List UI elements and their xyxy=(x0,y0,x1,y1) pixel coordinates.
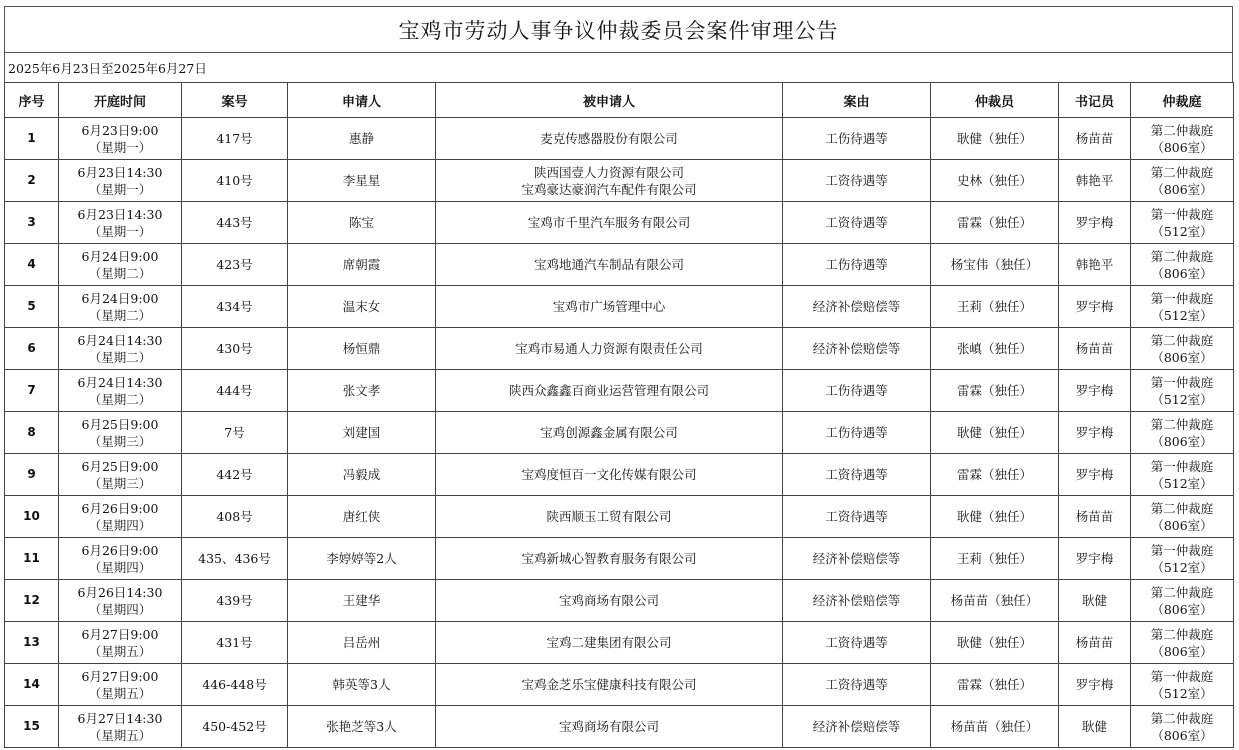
header-tribunal: 仲裁庭 xyxy=(1131,83,1234,118)
respondent-cell xyxy=(436,370,783,412)
hearing-time-cell-line1: 6月26日9:00 xyxy=(81,500,159,516)
case-number-cell: 439号 xyxy=(182,580,288,622)
hearing-time-cell-line2: （星期一） xyxy=(88,181,152,197)
cause-cell: 工伤待遇等 xyxy=(783,370,931,412)
tribunal-cell xyxy=(1131,664,1234,706)
tribunal-cell-line2: （806室） xyxy=(1151,601,1213,617)
table-row xyxy=(5,118,1234,160)
table-row xyxy=(5,244,1234,286)
hearing-time-cell xyxy=(59,202,182,244)
cause-cell: 经济补偿赔偿等 xyxy=(783,580,931,622)
arbitrator-cell: 王莉（独任） xyxy=(931,286,1059,328)
tribunal-cell-line2: （512室） xyxy=(1151,223,1213,239)
date-range: 2025年6月23日至2025年6月27日 xyxy=(8,60,207,76)
table-row xyxy=(5,286,1234,328)
hearing-time-cell-line1: 6月24日9:00 xyxy=(81,290,159,306)
applicant-cell: 温末女 xyxy=(288,286,436,328)
seq-cell: 10 xyxy=(5,496,59,538)
respondent-name: 宝鸡商场有限公司 xyxy=(558,719,659,734)
respondent-name: 宝鸡度恒百一文化传媒有限公司 xyxy=(521,467,697,482)
hearing-time-cell-line2: （星期一） xyxy=(88,139,152,155)
clerk-cell: 韩艳平 xyxy=(1059,160,1131,202)
cause-cell: 工伤待遇等 xyxy=(783,244,931,286)
arbitrator-cell: 杨苗苗（独任） xyxy=(931,580,1059,622)
clerk-cell: 罗宇梅 xyxy=(1059,286,1131,328)
tribunal-cell xyxy=(1131,286,1234,328)
arbitrator-cell: 史林（独任） xyxy=(931,160,1059,202)
tribunal-cell xyxy=(1131,328,1234,370)
clerk-cell: 罗宇梅 xyxy=(1059,538,1131,580)
table-row xyxy=(5,160,1234,202)
respondent-name: 麦克传感器股份有限公司 xyxy=(540,131,678,146)
tribunal-cell xyxy=(1131,580,1234,622)
respondent-cell xyxy=(436,664,783,706)
hearing-time-cell xyxy=(59,244,182,286)
applicant-cell: 张文孝 xyxy=(288,370,436,412)
arbitrator-cell: 雷霖（独任） xyxy=(931,664,1059,706)
tribunal-cell-line1: 第二仲裁庭 xyxy=(1150,332,1214,348)
tribunal-cell-line1: 第二仲裁庭 xyxy=(1150,500,1214,516)
applicant-cell: 张艳芝等3人 xyxy=(288,706,436,748)
applicant-cell: 李星星 xyxy=(288,160,436,202)
hearing-time-cell xyxy=(59,454,182,496)
arbitrator-cell: 王莉（独任） xyxy=(931,538,1059,580)
arbitrator-cell: 雷霖（独任） xyxy=(931,370,1059,412)
applicant-cell: 惠静 xyxy=(288,118,436,160)
cause-cell: 工资待遇等 xyxy=(783,202,931,244)
tribunal-cell xyxy=(1131,622,1234,664)
tribunal-cell xyxy=(1131,160,1234,202)
tribunal-cell-line2: （806室） xyxy=(1151,643,1213,659)
respondent-name: 宝鸡新城心智教育服务有限公司 xyxy=(521,551,697,566)
respondent-cell xyxy=(436,160,783,202)
tribunal-cell-line2: （806室） xyxy=(1151,433,1213,449)
cause-cell: 工资待遇等 xyxy=(783,496,931,538)
case-number-cell: 450-452号 xyxy=(182,706,288,748)
cause-cell: 工资待遇等 xyxy=(783,160,931,202)
hearing-time-cell xyxy=(59,118,182,160)
table-row xyxy=(5,622,1234,664)
tribunal-cell-line2: （806室） xyxy=(1151,349,1213,365)
seq-cell: 1 xyxy=(5,118,59,160)
table-row xyxy=(5,496,1234,538)
hearing-time-cell-line2: （星期三） xyxy=(88,433,152,449)
hearing-time-cell-line2: （星期五） xyxy=(88,643,152,659)
header-seq: 序号 xyxy=(5,83,59,118)
notice-sheet xyxy=(4,6,1233,748)
case-number-cell: 435、436号 xyxy=(182,538,288,580)
cause-cell: 工伤待遇等 xyxy=(783,412,931,454)
clerk-cell: 罗宇梅 xyxy=(1059,370,1131,412)
tribunal-cell-line1: 第一仲裁庭 xyxy=(1150,542,1214,558)
arbitrator-cell: 杨苗苗（独任） xyxy=(931,706,1059,748)
tribunal-cell-line1: 第二仲裁庭 xyxy=(1150,416,1214,432)
applicant-cell: 杨恒鼎 xyxy=(288,328,436,370)
tribunal-cell-line2: （806室） xyxy=(1151,517,1213,533)
hearing-time-cell-line2: （星期二） xyxy=(88,307,152,323)
applicant-cell: 陈宝 xyxy=(288,202,436,244)
hearing-time-cell-line2: （星期三） xyxy=(88,475,152,491)
applicant-cell: 吕岳州 xyxy=(288,622,436,664)
tribunal-cell-line1: 第二仲裁庭 xyxy=(1150,626,1214,642)
header-hearing-time: 开庭时间 xyxy=(59,83,182,118)
tribunal-cell-line2: （806室） xyxy=(1151,181,1213,197)
header-respondent: 被申请人 xyxy=(436,83,783,118)
tribunal-cell-line2: （512室） xyxy=(1151,475,1213,491)
seq-cell: 15 xyxy=(5,706,59,748)
clerk-cell: 罗宇梅 xyxy=(1059,202,1131,244)
arbitrator-cell: 雷霖（独任） xyxy=(931,454,1059,496)
case-number-cell: 446-448号 xyxy=(182,664,288,706)
applicant-cell: 席朝霞 xyxy=(288,244,436,286)
respondent-name: 陕西国壹人力资源有限公司 xyxy=(533,164,684,180)
hearing-time-cell xyxy=(59,370,182,412)
hearing-time-cell-line2: （星期五） xyxy=(88,685,152,701)
header-cause: 案由 xyxy=(783,83,931,118)
tribunal-cell-line1: 第二仲裁庭 xyxy=(1150,710,1214,726)
respondent-cell xyxy=(436,454,783,496)
hearing-time-cell xyxy=(59,622,182,664)
table-row xyxy=(5,370,1234,412)
arbitrator-cell: 耿健（独任） xyxy=(931,496,1059,538)
clerk-cell: 罗宇梅 xyxy=(1059,412,1131,454)
hearing-time-cell xyxy=(59,706,182,748)
hearing-time-cell-line2: （星期五） xyxy=(88,727,152,743)
hearing-time-cell xyxy=(59,160,182,202)
clerk-cell: 杨苗苗 xyxy=(1059,118,1131,160)
seq-cell: 14 xyxy=(5,664,59,706)
respondent-name: 宝鸡创源鑫金属有限公司 xyxy=(540,425,678,440)
seq-cell: 3 xyxy=(5,202,59,244)
table-row xyxy=(5,454,1234,496)
hearing-time-cell-line1: 6月24日14:30 xyxy=(77,332,163,348)
header-row xyxy=(5,83,1234,118)
cause-cell: 工资待遇等 xyxy=(783,664,931,706)
arbitrator-cell: 耿健（独任） xyxy=(931,412,1059,454)
case-number-cell: 444号 xyxy=(182,370,288,412)
applicant-cell: 唐红侠 xyxy=(288,496,436,538)
hearing-time-cell xyxy=(59,286,182,328)
respondent-cell xyxy=(436,706,783,748)
applicant-cell: 刘建国 xyxy=(288,412,436,454)
hearing-time-cell-line2: （星期四） xyxy=(88,517,152,533)
respondent-cell xyxy=(436,118,783,160)
hearing-time-cell-line2: （星期二） xyxy=(88,391,152,407)
clerk-cell: 韩艳平 xyxy=(1059,244,1131,286)
arbitrator-cell: 雷霖（独任） xyxy=(931,202,1059,244)
case-number-cell: 442号 xyxy=(182,454,288,496)
table-row xyxy=(5,538,1234,580)
seq-cell: 9 xyxy=(5,454,59,496)
tribunal-cell-line1: 第一仲裁庭 xyxy=(1150,374,1214,390)
respondent-cell xyxy=(436,412,783,454)
hearing-time-cell xyxy=(59,538,182,580)
arbitrator-cell: 耿健（独任） xyxy=(931,118,1059,160)
case-number-cell: 443号 xyxy=(182,202,288,244)
respondent-cell xyxy=(436,286,783,328)
tribunal-cell xyxy=(1131,118,1234,160)
applicant-cell: 韩英等3人 xyxy=(288,664,436,706)
respondent-cell xyxy=(436,538,783,580)
tribunal-cell xyxy=(1131,538,1234,580)
table-row xyxy=(5,202,1234,244)
table-row xyxy=(5,664,1234,706)
seq-cell: 2 xyxy=(5,160,59,202)
hearing-time-cell-line1: 6月24日14:30 xyxy=(77,374,163,390)
respondent-cell xyxy=(436,202,783,244)
table-row xyxy=(5,706,1234,748)
clerk-cell: 杨苗苗 xyxy=(1059,328,1131,370)
table-body xyxy=(5,118,1234,748)
clerk-cell: 杨苗苗 xyxy=(1059,496,1131,538)
table-row xyxy=(5,412,1234,454)
seq-cell: 5 xyxy=(5,286,59,328)
respondent-cell xyxy=(436,622,783,664)
hearing-time-cell-line1: 6月24日9:00 xyxy=(81,248,159,264)
hearing-time-cell-line2: （星期一） xyxy=(88,223,152,239)
hearing-time-cell-line1: 6月25日9:00 xyxy=(81,416,159,432)
tribunal-cell-line1: 第二仲裁庭 xyxy=(1150,584,1214,600)
case-number-cell: 410号 xyxy=(182,160,288,202)
case-number-cell: 7号 xyxy=(182,412,288,454)
respondent-cell xyxy=(436,328,783,370)
respondent-name: 宝鸡二建集团有限公司 xyxy=(546,635,672,650)
hearing-table xyxy=(4,82,1234,748)
date-range-row xyxy=(4,52,1233,82)
seq-cell: 13 xyxy=(5,622,59,664)
respondent-name: 宝鸡地通汽车制品有限公司 xyxy=(533,257,684,272)
cause-cell: 经济补偿赔偿等 xyxy=(783,286,931,328)
tribunal-cell-line1: 第一仲裁庭 xyxy=(1150,668,1214,684)
hearing-time-cell-line1: 6月27日9:00 xyxy=(81,668,159,684)
title-row xyxy=(4,6,1233,52)
applicant-cell: 王建华 xyxy=(288,580,436,622)
cause-cell: 工伤待遇等 xyxy=(783,118,931,160)
respondent-name: 宝鸡金芝乐宝健康科技有限公司 xyxy=(521,677,697,692)
tribunal-cell xyxy=(1131,454,1234,496)
tribunal-cell-line2: （806室） xyxy=(1151,139,1213,155)
clerk-cell: 罗宇梅 xyxy=(1059,664,1131,706)
respondent-cell xyxy=(436,580,783,622)
header-arbitrator: 仲裁员 xyxy=(931,83,1059,118)
case-number-cell: 434号 xyxy=(182,286,288,328)
respondent-name: 宝鸡市千里汽车服务有限公司 xyxy=(527,215,691,230)
tribunal-cell-line2: （512室） xyxy=(1151,559,1213,575)
hearing-time-cell xyxy=(59,328,182,370)
clerk-cell: 耿健 xyxy=(1059,580,1131,622)
tribunal-cell-line2: （806室） xyxy=(1151,265,1213,281)
respondent-name: 宝鸡商场有限公司 xyxy=(558,593,659,608)
table-row xyxy=(5,580,1234,622)
hearing-time-cell-line2: （星期四） xyxy=(88,601,152,617)
cause-cell: 工资待遇等 xyxy=(783,622,931,664)
respondent-name: 宝鸡市易通人力资源有限责任公司 xyxy=(515,341,703,356)
tribunal-cell-line1: 第一仲裁庭 xyxy=(1150,206,1214,222)
hearing-time-cell-line1: 6月27日14:30 xyxy=(77,710,163,726)
tribunal-cell xyxy=(1131,706,1234,748)
respondent-name: 宝鸡市广场管理中心 xyxy=(552,299,666,314)
tribunal-cell-line1: 第二仲裁庭 xyxy=(1150,122,1214,138)
header-clerk: 书记员 xyxy=(1059,83,1131,118)
respondent-name: 陕西众鑫鑫百商业运营管理有限公司 xyxy=(508,383,709,398)
page-title: 宝鸡市劳动人事争议仲裁委员会案件审理公告 xyxy=(398,18,839,43)
respondent-name: 陕西顺玉工贸有限公司 xyxy=(546,509,672,524)
tribunal-cell-line2: （512室） xyxy=(1151,391,1213,407)
hearing-time-cell-line1: 6月26日9:00 xyxy=(81,542,159,558)
tribunal-cell-line2: （512室） xyxy=(1151,685,1213,701)
hearing-time-cell-line1: 6月25日9:00 xyxy=(81,458,159,474)
seq-cell: 8 xyxy=(5,412,59,454)
tribunal-cell-line1: 第一仲裁庭 xyxy=(1150,458,1214,474)
case-number-cell: 431号 xyxy=(182,622,288,664)
cause-cell: 经济补偿赔偿等 xyxy=(783,328,931,370)
seq-cell: 6 xyxy=(5,328,59,370)
tribunal-cell-line2: （512室） xyxy=(1151,307,1213,323)
arbitrator-cell: 杨宝伟（独任） xyxy=(931,244,1059,286)
hearing-time-cell-line1: 6月27日9:00 xyxy=(81,626,159,642)
tribunal-cell xyxy=(1131,244,1234,286)
seq-cell: 12 xyxy=(5,580,59,622)
hearing-time-cell xyxy=(59,496,182,538)
hearing-time-cell xyxy=(59,664,182,706)
clerk-cell: 杨苗苗 xyxy=(1059,622,1131,664)
respondent-cell xyxy=(436,244,783,286)
header-case-number: 案号 xyxy=(182,83,288,118)
clerk-cell: 耿健 xyxy=(1059,706,1131,748)
hearing-time-cell-line2: （星期二） xyxy=(88,265,152,281)
header-applicant: 申请人 xyxy=(288,83,436,118)
case-number-cell: 423号 xyxy=(182,244,288,286)
arbitrator-cell: 张嵮（独任） xyxy=(931,328,1059,370)
hearing-time-cell-line1: 6月23日14:30 xyxy=(77,206,163,222)
hearing-time-cell-line1: 6月26日14:30 xyxy=(77,584,163,600)
arbitrator-cell: 耿健（独任） xyxy=(931,622,1059,664)
respondent-name: 宝鸡豪达豪润汽车配件有限公司 xyxy=(521,181,697,197)
hearing-time-cell-line2: （星期四） xyxy=(88,559,152,575)
tribunal-cell-line2: （806室） xyxy=(1151,727,1213,743)
respondent-cell xyxy=(436,496,783,538)
tribunal-cell-line1: 第一仲裁庭 xyxy=(1150,290,1214,306)
hearing-time-cell-line2: （星期二） xyxy=(88,349,152,365)
hearing-time-cell xyxy=(59,580,182,622)
case-number-cell: 430号 xyxy=(182,328,288,370)
seq-cell: 11 xyxy=(5,538,59,580)
cause-cell: 工资待遇等 xyxy=(783,454,931,496)
tribunal-cell xyxy=(1131,202,1234,244)
seq-cell: 7 xyxy=(5,370,59,412)
cause-cell: 经济补偿赔偿等 xyxy=(783,706,931,748)
cause-cell: 经济补偿赔偿等 xyxy=(783,538,931,580)
seq-cell: 4 xyxy=(5,244,59,286)
clerk-cell: 罗宇梅 xyxy=(1059,454,1131,496)
tribunal-cell-line1: 第二仲裁庭 xyxy=(1150,248,1214,264)
case-number-cell: 408号 xyxy=(182,496,288,538)
tribunal-cell xyxy=(1131,496,1234,538)
tribunal-cell xyxy=(1131,412,1234,454)
tribunal-cell-line1: 第二仲裁庭 xyxy=(1150,164,1214,180)
table-row xyxy=(5,328,1234,370)
applicant-cell: 李婷婷等2人 xyxy=(288,538,436,580)
hearing-time-cell-line1: 6月23日9:00 xyxy=(81,122,159,138)
applicant-cell: 冯毅成 xyxy=(288,454,436,496)
hearing-time-cell xyxy=(59,412,182,454)
case-number-cell: 417号 xyxy=(182,118,288,160)
tribunal-cell xyxy=(1131,370,1234,412)
hearing-time-cell-line1: 6月23日14:30 xyxy=(77,164,163,180)
